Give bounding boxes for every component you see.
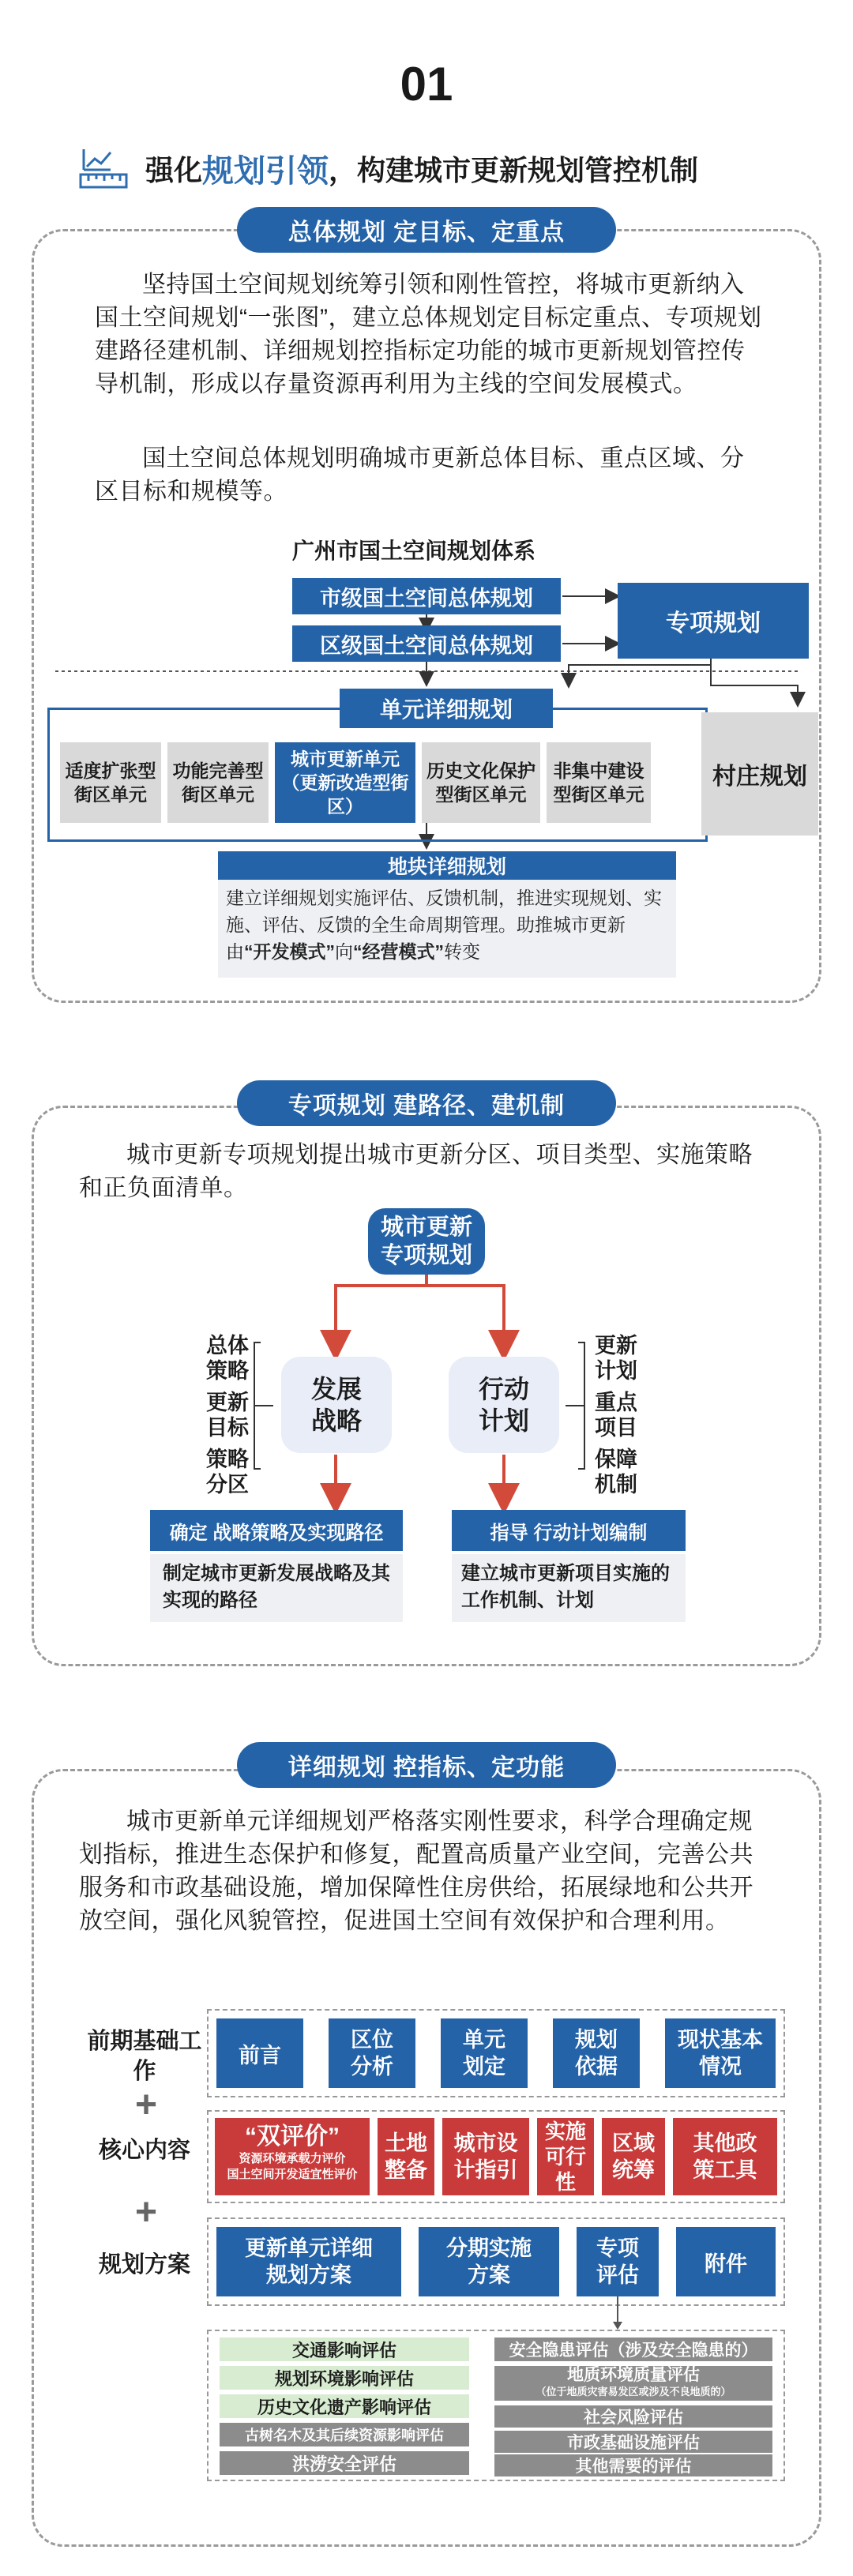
unit-detailed-plan: 单元详细规划	[340, 689, 553, 728]
heading-suffix: ，构建城市更新规划管控机制	[329, 153, 699, 186]
eval-safety: 安全隐患评估（涉及安全隐患的）	[494, 2338, 772, 2361]
item-unit-delineation: 单元划定	[441, 2018, 528, 2088]
section3-para: 城市更新单元详细规划严格落实刚性要求，科学合理确定规划指标，推进生态保护和修复，配置高质量产业空间，完善公共服务和市政基础设施，增加保障性住房供给，拓展绿地和公共开放空间，强化风貌管控，促进国土空间有效保护和合理利用。	[79, 1808, 753, 1934]
special-plan-top: 城市更新专项规划	[368, 1208, 485, 1275]
item-appendix: 附件	[676, 2227, 776, 2296]
section1-para1: 坚持国土空间规划统筹引领和刚性管控，将城市更新纳入国土空间规划“一张图”，建立总体规划定目标定重点、专项规划建路径建机制、详细规划控指标定功能的城市更新规划管控传导机制，形成以存量资源再利用为主线的空间发展模式。	[95, 272, 762, 397]
strategy-desc: 制定城市更新发展战略及其实现的路径	[150, 1554, 403, 1622]
row-label-plan: 规划方案	[98, 2252, 190, 2277]
district-master-plan: 区级国土空间总体规划	[292, 625, 561, 662]
eval-social-risk: 社会风险评估	[494, 2405, 772, 2428]
label-key-projects: 重点项目	[595, 1391, 637, 1440]
item-current-status: 现状基本情况	[665, 2018, 776, 2088]
label-strategy-zones: 策略分区	[206, 1448, 249, 1496]
eval-infrastructure: 市政基础设施评估	[494, 2431, 772, 2453]
eval-env: 规划环境影响评估	[220, 2366, 469, 2390]
unit-heritage: 历史文化保护型街区单元	[422, 742, 540, 823]
item-urban-design: 城市设计指引	[442, 2118, 529, 2195]
block-desc-end: 转变	[444, 941, 480, 962]
diagram-title: 广州市国土空间规划体系	[292, 539, 536, 563]
section-number: 01	[400, 58, 453, 111]
block-desc-op-mode: “经营模式”	[353, 941, 444, 962]
item-planning-basis: 规划依据	[553, 2018, 640, 2088]
special-plan: 专项规划	[618, 583, 809, 659]
eval-geology	[494, 2366, 772, 2401]
eval-geology-note: （位于地质灾害易发区或涉及不良地质的）	[535, 2386, 731, 2398]
double-eval-sub1: 资源环境承载力评价	[239, 2152, 346, 2165]
item-preface: 前言	[216, 2018, 303, 2088]
unit-function: 功能完善型街区单元	[167, 742, 269, 823]
unit-expansion: 适度扩张型街区单元	[60, 742, 161, 823]
eval-traffic: 交通影响评估	[220, 2338, 469, 2361]
eval-geology-title: 地质环境质量评估	[567, 2366, 700, 2384]
label-overall-strategy: 总体策略	[206, 1334, 249, 1383]
action-result: 指导 行动计划编制	[452, 1510, 686, 1551]
heading-highlight: 规划引领	[202, 153, 329, 189]
double-eval-title: “双评价”	[245, 2124, 340, 2150]
eval-flood: 洪涝安全评估	[220, 2451, 469, 2475]
block-desc-mid: 向	[335, 941, 353, 962]
unit-renewal: 城市更新单元（更新改造型街区）	[275, 742, 415, 823]
plus-icon-2: +	[134, 2191, 158, 2233]
item-unit-plan-scheme: 更新单元详细规划方案	[216, 2227, 401, 2296]
development-strategy: 发展战略	[281, 1357, 392, 1453]
eval-heritage: 历史文化遗产影响评估	[220, 2394, 469, 2418]
item-feasibility: 实施可行性	[537, 2118, 594, 2195]
city-master-plan: 市级国土空间总体规划	[292, 578, 561, 614]
row-label-core: 核心内容	[98, 2138, 190, 2163]
item-phased-implementation: 分期实施方案	[419, 2227, 559, 2296]
heading-prefix: 强化	[145, 153, 203, 186]
plus-icon-1: +	[134, 2083, 158, 2126]
action-plan: 行动计划	[449, 1357, 559, 1453]
strategy-result: 确定 战略策略及实现路径	[150, 1510, 403, 1551]
label-renewal-plan: 更新计划	[595, 1334, 637, 1383]
section1-para2: 国土空间总体规划明确城市更新总体目标、重点区域、分区目标和规模等。	[95, 445, 745, 505]
block-desc-dev-mode: “开发模式”	[244, 941, 335, 962]
section3-pill: 详细规划 控指标、定功能	[237, 1742, 616, 1788]
eval-other: 其他需要的评估	[494, 2454, 772, 2476]
action-desc: 建立城市更新项目实施的工作机制、计划	[452, 1554, 686, 1622]
section2-pill: 专项规划 建路径、建机制	[237, 1080, 616, 1126]
item-other-policy-tools: 其他政策工具	[673, 2118, 777, 2195]
item-land-consolidation: 土地整备	[378, 2118, 434, 2195]
section2-para: 城市更新专项规划提出城市更新分区、项目类型、实施策略和正负面清单。	[79, 1142, 753, 1201]
block-detailed-plan: 地块详细规划	[218, 851, 676, 880]
item-special-assessment: 专项评估	[577, 2227, 659, 2296]
item-regional-coordination: 区域统筹	[602, 2118, 665, 2195]
row-label-foundation: 前期基础工作	[87, 2029, 202, 2084]
label-guarantee: 保障机制	[595, 1448, 637, 1496]
label-renewal-target: 更新目标	[206, 1391, 249, 1440]
double-eval-sub2: 国土空间开发适宜性评价	[227, 2168, 358, 2181]
section1-pill: 总体规划 定目标、定重点	[237, 207, 616, 253]
block-desc-text: 建立详细规划实施评估、反馈机制，推进实现规划、实施、评估、反馈的全生命周期管理。助推城市更新由	[226, 888, 662, 962]
item-location-analysis: 区位分析	[329, 2018, 415, 2088]
unit-nonconcentrated: 非集中建设型街区单元	[547, 742, 651, 823]
village-plan: 村庄规划	[701, 712, 818, 836]
eval-ancient-trees: 古树名木及其后续资源影响评估	[220, 2423, 469, 2446]
